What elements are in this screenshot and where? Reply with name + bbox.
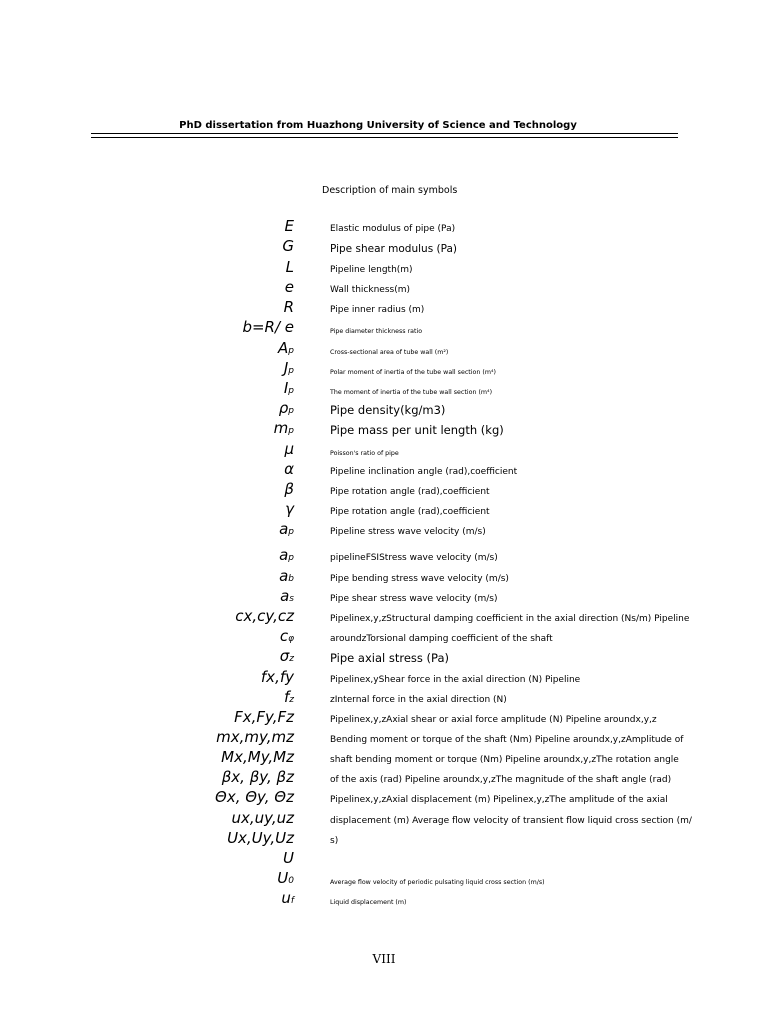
- symbol-row: [0, 236, 768, 256]
- symbol: E: [284, 217, 294, 235]
- symbol: Θx, Θy, Θz: [215, 788, 294, 806]
- symbol-description: Bending moment or torque of the shaft (Nm) Pipeline aroundx,y,zAmplitude of: [330, 735, 684, 745]
- symbol: ux,uy,uz: [231, 809, 294, 827]
- symbol-row: [0, 888, 768, 908]
- symbol-description: Pipelinex,yShear force in the axial direction (N) Pipeline: [330, 675, 581, 685]
- symbol: Ap: [278, 339, 294, 357]
- symbol-description: Wall thickness(m): [330, 285, 411, 295]
- symbol: as: [280, 587, 294, 605]
- page-number: VIII: [372, 952, 396, 966]
- symbol-row: [0, 727, 768, 747]
- symbol-row: [0, 439, 768, 459]
- header-rule-thin: [91, 137, 678, 138]
- symbol-description: Pipe rotation angle (rad),coefficient: [330, 487, 490, 497]
- symbol-description: Pipe shear stress wave velocity (m/s): [330, 594, 498, 604]
- symbol-row: [0, 499, 768, 519]
- symbol: ρp: [278, 399, 294, 417]
- symbol-description: Pipe inner radius (m): [330, 305, 425, 315]
- symbol-row: [0, 626, 768, 646]
- symbol-row: [0, 317, 768, 337]
- symbol: R: [283, 298, 294, 316]
- symbol-description: Cross-sectional area of tube wall (m²): [330, 348, 449, 356]
- symbol-description: Pipe shear modulus (Pa): [330, 242, 457, 255]
- symbol: Mx,My,Mz: [221, 748, 294, 766]
- symbol-row: [0, 459, 768, 479]
- symbol-description: Poisson's ratio of pipe: [330, 449, 399, 457]
- symbol: Fx,Fy,Fz: [234, 708, 294, 726]
- symbol-description: shaft bending moment or torque (Nm) Pipeline aroundx,y,zThe rotation angle: [330, 755, 679, 765]
- symbol-row: [0, 808, 768, 828]
- symbol-row: [0, 848, 768, 868]
- symbol-row: [0, 828, 768, 848]
- symbol-row: [0, 787, 768, 807]
- symbol-description: pipelineFSIStress wave velocity (m/s): [330, 553, 498, 563]
- symbol: ap: [279, 520, 294, 538]
- symbol: β: [284, 480, 294, 498]
- symbol-row: [0, 707, 768, 727]
- symbol-description: zInternal force in the axial direction (N): [330, 695, 507, 705]
- symbol-row: [0, 747, 768, 767]
- symbol: cx,cy,cz: [235, 607, 294, 625]
- symbol-description: Pipe density(kg/m3): [330, 402, 446, 417]
- symbol-row: [0, 545, 768, 565]
- symbol-row: [0, 868, 768, 888]
- symbol-row: [0, 687, 768, 707]
- symbol-description: Pipe bending stress wave velocity (m/s): [330, 574, 509, 584]
- symbol-row: [0, 358, 768, 378]
- symbol: U0: [277, 869, 294, 887]
- symbol-description: Pipe rotation angle (rad),coefficient: [330, 507, 490, 517]
- symbol-row: [0, 519, 768, 539]
- symbol-row: [0, 338, 768, 358]
- symbol-description: of the axis (rad) Pipeline aroundx,y,zThe magnitude of the shaft angle (rad): [330, 775, 672, 785]
- symbol: uf: [281, 889, 294, 907]
- symbol-row: [0, 586, 768, 606]
- symbol: ab: [279, 567, 294, 585]
- symbol-row: [0, 378, 768, 398]
- symbol-row: [0, 418, 768, 438]
- symbol-description: Pipe axial stress (Pa): [330, 650, 449, 665]
- symbol-row: [0, 767, 768, 787]
- running-header: PhD dissertation from Huazhong University of Science and Technology: [179, 120, 577, 131]
- symbol-row: [0, 398, 768, 418]
- symbol: cφ: [279, 627, 294, 645]
- symbol-description: Pipeline stress wave velocity (m/s): [330, 527, 486, 537]
- symbol: μ: [284, 440, 294, 458]
- section-title: Description of main symbols: [322, 185, 458, 196]
- symbol-description: aroundzTorsional damping coefficient of the shaft: [330, 634, 553, 644]
- symbol-description: The moment of inertia of the tube wall section (m⁴): [330, 388, 493, 396]
- symbol: fz: [283, 688, 294, 706]
- symbol-row: [0, 277, 768, 297]
- symbol-description: Pipeline inclination angle (rad),coefficient: [330, 467, 518, 477]
- symbol-description: Liquid displacement (m): [330, 898, 407, 906]
- symbol: G: [282, 237, 294, 255]
- symbol-row: [0, 216, 768, 236]
- symbol-description: Pipelinex,y,zStructural damping coefficient in the axial direction (Ns/m) Pipeline: [330, 614, 690, 624]
- symbol: b=R/ e: [242, 318, 294, 336]
- symbol-description: Pipelinex,y,zAxial displacement (m) Pipelinex,y,zThe amplitude of the axial: [330, 795, 668, 805]
- symbol-row: [0, 297, 768, 317]
- symbol-description: Pipelinex,y,zAxial shear or axial force amplitude (N) Pipeline aroundx,y,z: [330, 715, 657, 725]
- symbol: e: [284, 278, 294, 296]
- symbol-row: [0, 667, 768, 687]
- symbol: L: [285, 258, 294, 276]
- symbol-description: Pipeline length(m): [330, 265, 413, 275]
- symbol: α: [284, 460, 294, 478]
- symbol: Ux,Uy,Uz: [227, 829, 294, 847]
- header-rule-thick: [91, 133, 678, 134]
- symbol: mp: [273, 419, 294, 437]
- symbol: ap: [279, 546, 294, 564]
- symbol: Jp: [283, 359, 294, 377]
- symbol-description: s): [330, 836, 339, 846]
- symbol: σz: [279, 647, 294, 665]
- symbol-row: [0, 646, 768, 666]
- symbol-row: [0, 606, 768, 626]
- symbol-row: [0, 566, 768, 586]
- symbol-description: Pipe diameter thickness ratio: [330, 327, 423, 335]
- symbol-row: [0, 257, 768, 277]
- symbol-description: Polar moment of inertia of the tube wall section (m⁴): [330, 368, 496, 376]
- symbol-description: Pipe mass per unit length (kg): [330, 422, 504, 437]
- symbol: Ip: [283, 379, 294, 397]
- symbol: fx,fy: [260, 668, 294, 686]
- symbol-description: Elastic modulus of pipe (Pa): [330, 224, 456, 234]
- symbol-row: [0, 479, 768, 499]
- symbol-description: displacement (m) Average flow velocity of transient flow liquid cross section (m/: [330, 816, 692, 826]
- symbol-description: Average flow velocity of periodic pulsating liquid cross section (m/s): [330, 878, 545, 886]
- symbol: U: [283, 849, 294, 867]
- symbol: γ: [285, 500, 294, 518]
- symbol: mx,my,mz: [216, 728, 294, 746]
- symbol: βx, βy, βz: [221, 768, 294, 786]
